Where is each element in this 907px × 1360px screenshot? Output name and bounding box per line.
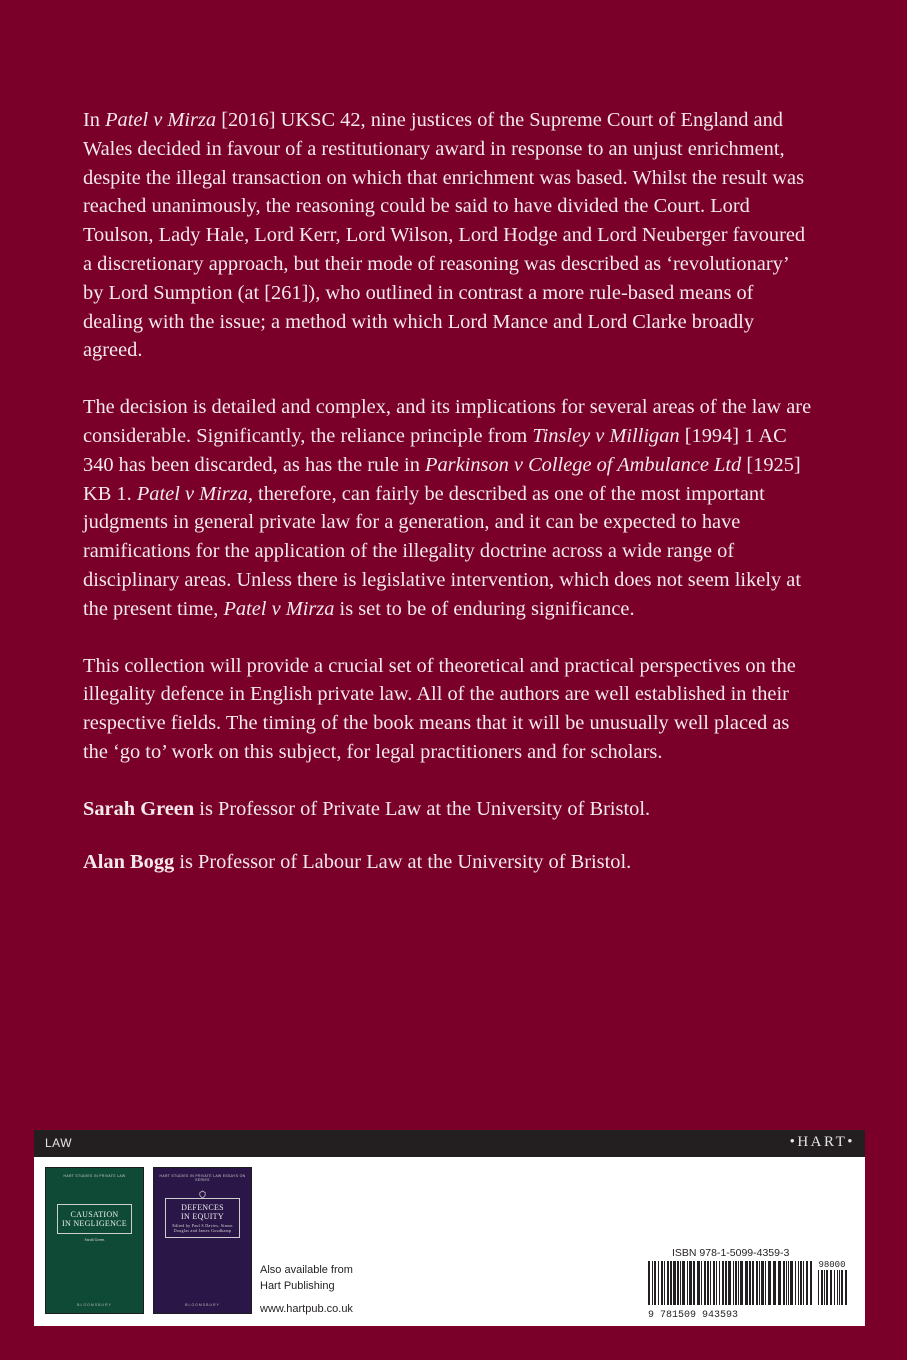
blurb-paragraph-2: [83, 393, 813, 623]
book-author: Sarah Green: [84, 1237, 105, 1242]
bio-name: Sarah Green: [83, 797, 195, 820]
blurb-text: [83, 106, 813, 900]
category-label: LAW: [45, 1136, 73, 1150]
paragraph-text: The decision is detailed and complex, and its implications for several areas of the law are considerable. Significantly, the reliance principle from: [83, 396, 812, 447]
back-cover-footer: [34, 1130, 865, 1326]
book-publisher: BLOOMSBURY: [77, 1303, 112, 1307]
paragraph-text: In: [83, 109, 106, 131]
book-cover-causation-in-negligence: [46, 1168, 143, 1313]
paragraph-text: , therefore, can fairly be described as one of the most important judgments in general private law for a generation, and it can be expected to have ramifications for the application of the illegality doctrine across a wide range of disciplinary areas. Unless there is legislative intervention, which does not seem likely at the present time,: [83, 482, 802, 620]
addon-barcode-bars: [818, 1270, 847, 1305]
case-citation: Patel v Mirza: [136, 482, 248, 505]
case-citation: Parkinson v College of Ambulance Ltd: [425, 453, 742, 476]
also-line: Also available from: [260, 1264, 353, 1276]
paragraph-text: [1994] 1 AC 340 has been discarded, as has the rule in: [83, 424, 787, 476]
blurb-paragraph-1: [83, 106, 813, 365]
bio-alan-bogg: [83, 848, 813, 877]
isbn-label: ISBN 978-1-5099-4359-3: [672, 1247, 790, 1259]
book-title-line: IN NEGLIGENCE: [62, 1219, 127, 1228]
publisher-url[interactable]: www.hartpub.co.uk: [260, 1303, 353, 1315]
book-series: HART STUDIES IN PRIVATE LAW ESSAYS ON SERIES: [159, 1174, 246, 1182]
bio-text: is Professor of Labour Law at the University of Bristol.: [174, 850, 632, 873]
category-bar: [34, 1130, 865, 1157]
bio-sarah-green: [83, 795, 813, 824]
book-title-line: DEFENCES: [181, 1203, 224, 1212]
blurb-paragraph-3: [83, 652, 813, 767]
book-series: HART STUDIES IN PRIVATE LAW: [63, 1174, 126, 1178]
book-title-line: CAUSATION: [70, 1210, 119, 1219]
case-citation: Patel v Mirza: [223, 597, 335, 620]
price-code: 98000: [818, 1260, 846, 1270]
book-title-label: [57, 1204, 132, 1234]
barcode: [646, 1259, 851, 1319]
book-title-line: IN EQUITY: [181, 1212, 224, 1221]
barcode-digits: 9 781509 943593: [648, 1310, 739, 1319]
hart-logo: •HART•: [789, 1134, 855, 1150]
book-title-label: [165, 1198, 240, 1238]
bio-name: Alan Bogg: [83, 850, 175, 873]
also-available-text: [260, 1262, 353, 1294]
case-citation: Patel v Mirza: [105, 109, 217, 131]
paragraph-text: [1925] KB 1.: [83, 453, 801, 505]
also-line: Hart Publishing: [260, 1280, 335, 1292]
book-cover-defences-in-equity: [154, 1168, 251, 1313]
case-citation: Tinsley v Milligan: [532, 424, 680, 447]
paragraph-text: [2016] UKSC 42, nine justices of the Supreme Court of England and Wales decided in favour of a restitutionary award in response to an unjust enrichment, despite the illegal transaction on which that enrichment was based. Whilst the result was reached unanimously, the reasoning could be said to have divided the Court. Lord Toulson, Lady Hale, Lord Kerr, Lord Wilson, Lord Hodge and Lord Neuberger favoured a discretionary approach, but their mode of reasoning was described as ‘revolutionary’ by Lord Sumption (at [261]), who outlined in contrast a more rule-based means of dealing with the issue; a method with which Lord Mance and Lord Clarke broadly agreed.: [83, 109, 806, 362]
bio-text: is Professor of Private Law at the University of Bristol.: [194, 797, 651, 820]
book-editors: Edited by Paul S Davies, Simon Douglas and James Goudkamp: [172, 1223, 233, 1233]
ean-barcode-bars: [648, 1261, 812, 1305]
paragraph-text: This collection will provide a crucial set of theoretical and practical perspectives on the illegality defence in English private law. All of the authors are well established in their respective fields. The timing of the book means that it will be unusually well placed as the ‘go to’ work on this subject, for legal practitioners and for scholars.: [83, 654, 796, 763]
paragraph-text: is set to be of enduring significance.: [334, 597, 635, 620]
book-publisher: BLOOMSBURY: [185, 1303, 220, 1307]
